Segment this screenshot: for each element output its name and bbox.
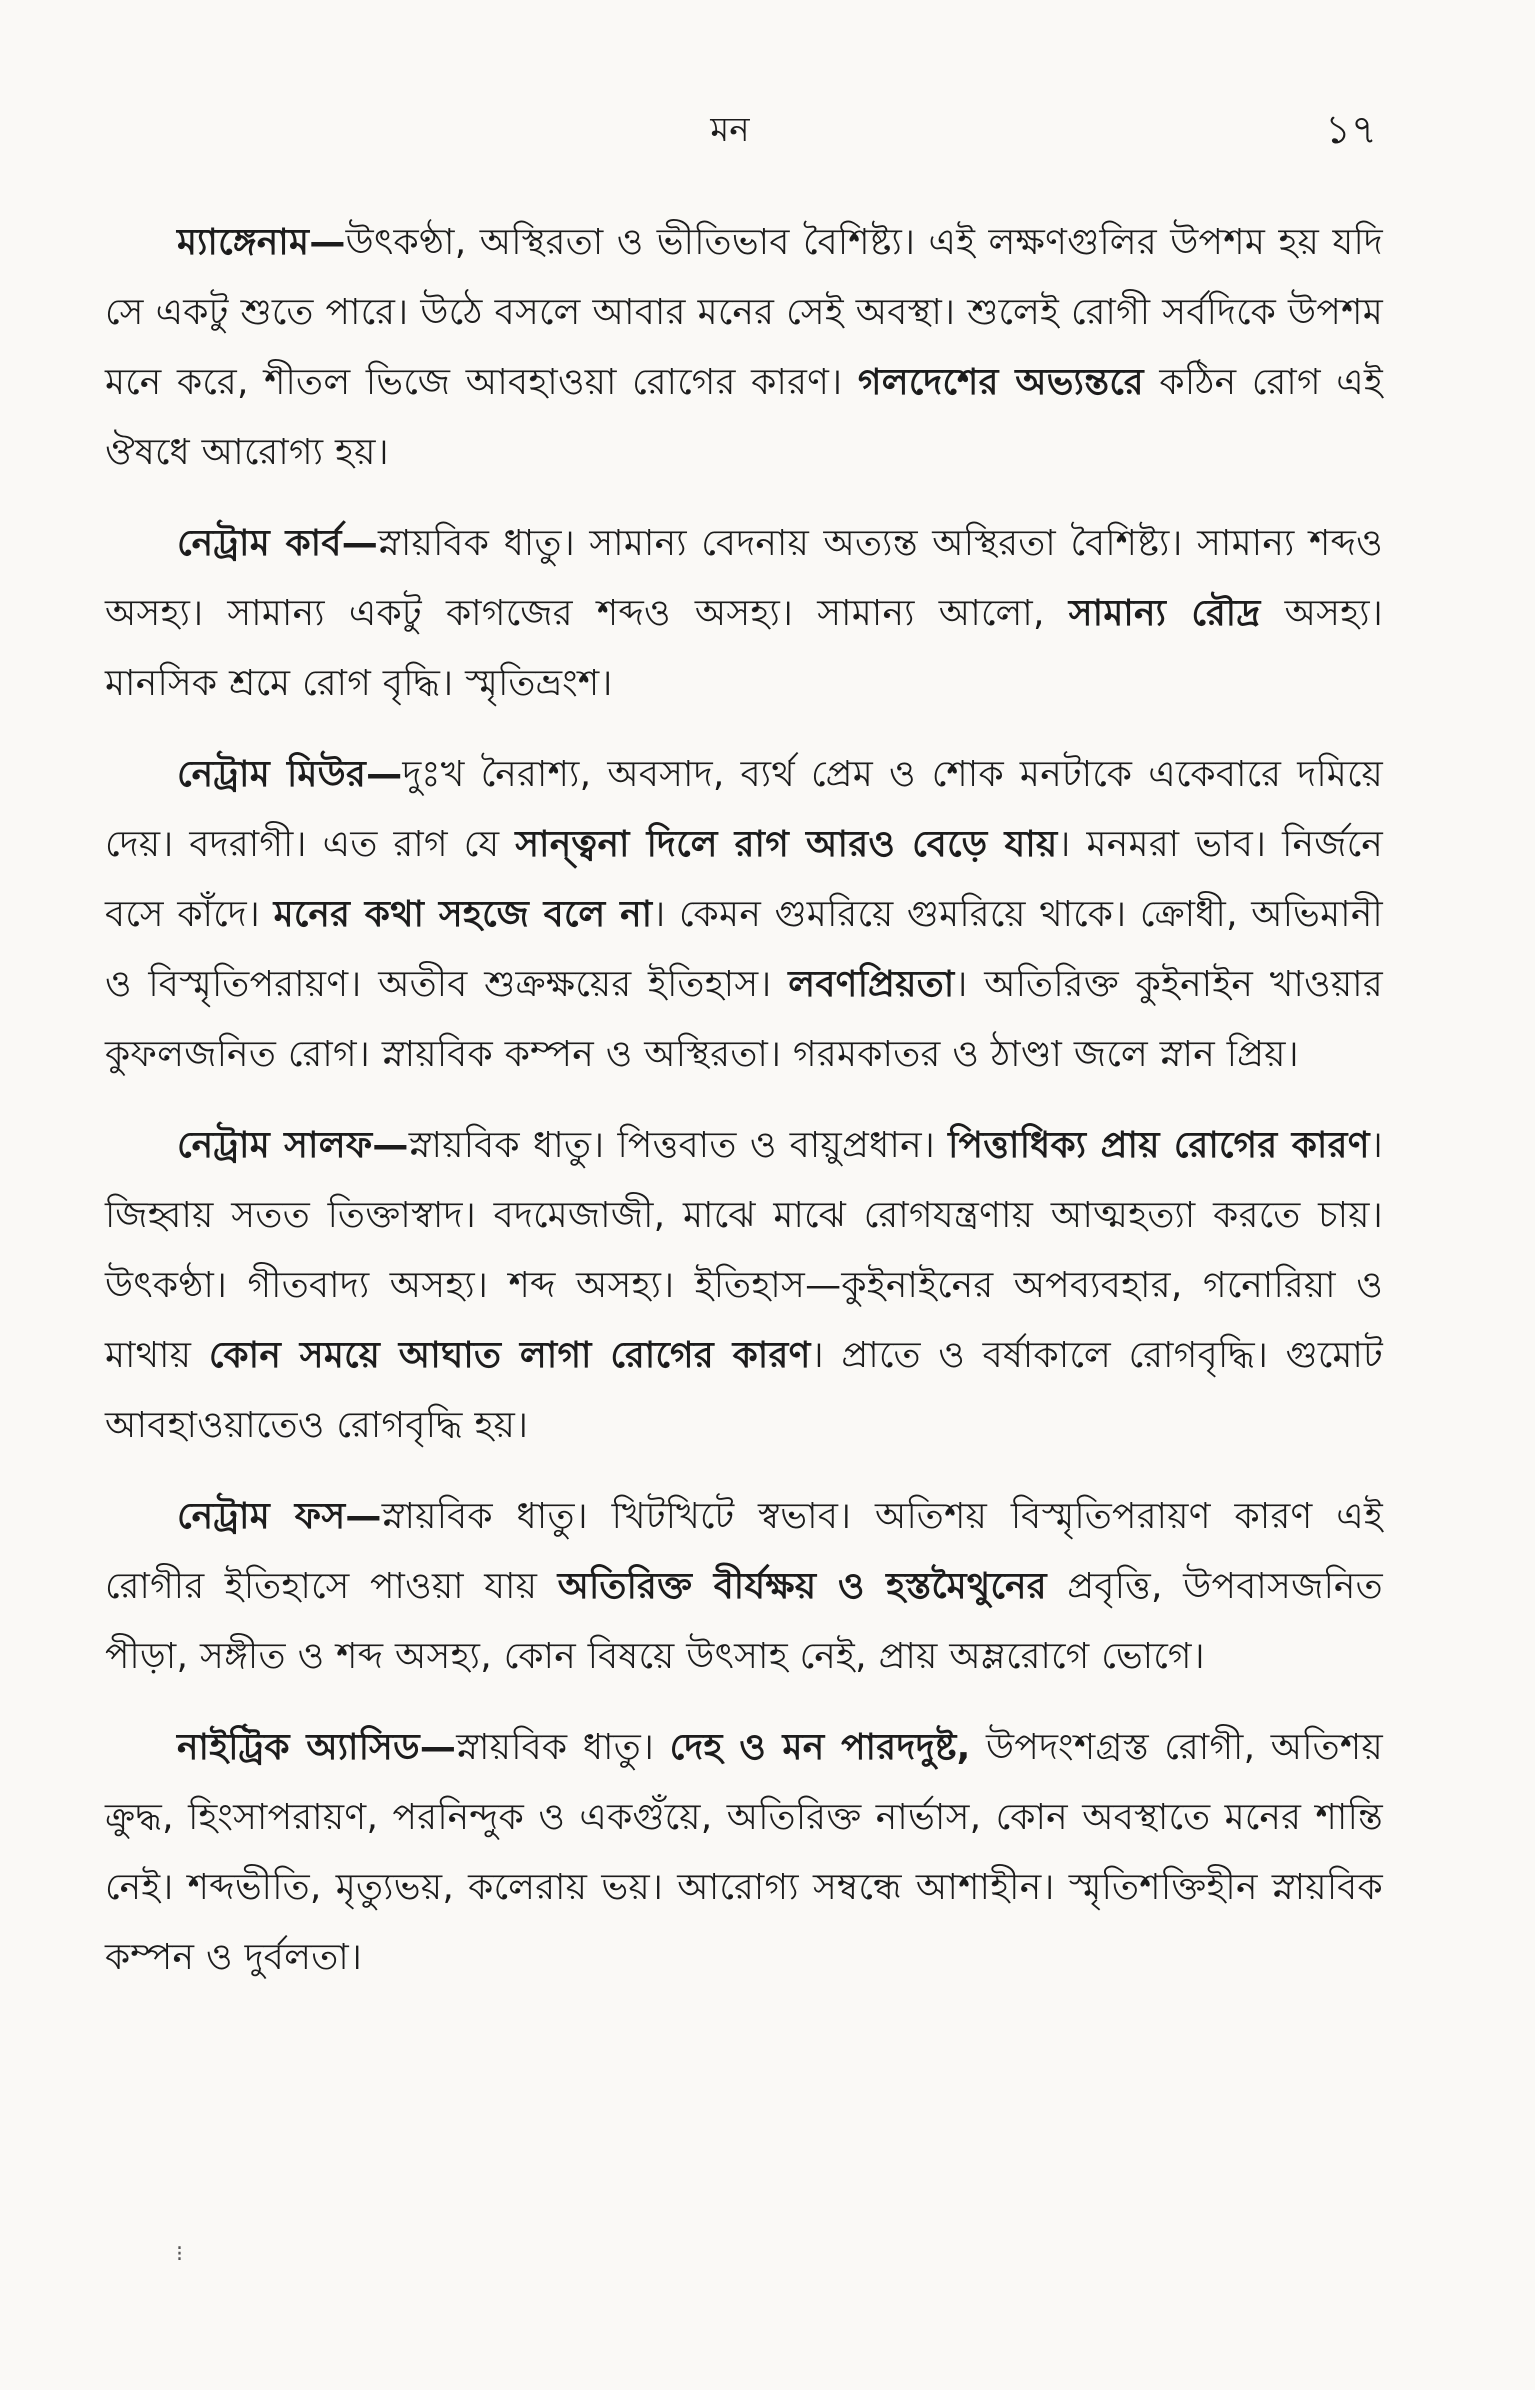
body-text: । মনমরা ভাব। নির্জনে বসে কাঁদে। [105, 824, 1383, 935]
body-text: কঠিন রোগ এই ঔষধে আরোগ্য হয়। [105, 362, 1384, 473]
body-text: উপদংশগ্রস্ত রোগী, অতিশয় ক্রুদ্ধ, হিংসাপরায়ণ, পরনিন্দুক ও একগুঁয়ে, অতিরিক্ত নার্ভাস, কোন অবস্থাতে মনের শান্তি নেই। শব্দভীতি, মৃত্যুভয়, কলেরায় ভয়। আরোগ্য সম্বন্ধে আশাহীন। স্মৃতিশক্তিহীন স্নায়বিক কম্পন ও দুর্বলতা। [105, 1727, 1384, 1978]
print-speck: ⁝ [176, 2242, 183, 2267]
emphasis-text: দেহ ও মন পারদদুষ্ট, [669, 1727, 971, 1768]
chapter-title: মন [710, 110, 750, 150]
emphasis-text: কোন সময়ে আঘাত লাগা রোগের কারণ [208, 1335, 811, 1376]
body-text: প্রবৃত্তি, উপবাসজনিত পীড়া, সঙ্গীত ও শব্দ অসহ্য, কোন বিষয়ে উৎসাহ নেই, প্রায় অম্লরোগে ভোগে। [105, 1566, 1383, 1677]
body-text: । জিহ্বায় সতত তিক্তাস্বাদ। বদমেজাজী, মাঝে মাঝে রোগযন্ত্রণায় আত্মহত্যা করতে চায়। উৎকণ্ঠা। গীতবাদ্য অসহ্য। শব্দ অসহ্য। ইতিহাস—কুইনাইনের অপব্যবহার, গনোরিয়া ও মাথায় [105, 1125, 1384, 1376]
emphasis-text: সান্ত্বনা দিলে রাগ আরও বেড়ে যায় [515, 824, 1058, 865]
body-text: উৎকণ্ঠা, অস্থিরতা ও ভীতিভাব বৈশিষ্ট্য। এই লক্ষণগুলির উপশম হয় যদি সে একটু শুতে পারে। উঠে বসলে আবার মনের সেই অবস্থা। শুলেই রোগী সর্বদিকে উপশম মনে করে, শীতল ভিজে আবহাওয়া রোগের কারণ। [105, 222, 1383, 403]
remedy-paragraph [105, 1482, 1383, 1692]
remedy-paragraph [105, 1713, 1383, 1993]
body-text: । প্রাতে ও বর্ষাকালে রোগবৃদ্ধি। গুমোট আবহাওয়াতেও রোগবৃদ্ধি হয়। [105, 1335, 1383, 1446]
body-text: অসহ্য। মানসিক শ্রমে রোগ বৃদ্ধি। স্মৃতিভ্রংশ। [105, 593, 1383, 704]
body-text: । কেমন গুমরিয়ে গুমরিয়ে থাকে। ক্রোধী, অভিমানী ও বিস্মৃতিপরায়ণ। অতীব শুক্রক্ষয়ের ইতিহাস। [105, 894, 1383, 1005]
emphasis-text: অতিরিক্ত বীর্যক্ষয় ও হস্তমৈথুনের [557, 1566, 1047, 1607]
remedy-name: নেট্রাম ফস— [177, 1496, 382, 1537]
remedy-name: নেট্রাম মিউর— [177, 754, 403, 795]
remedy-paragraph [105, 208, 1383, 488]
remedy-paragraph [105, 1111, 1383, 1461]
body-text: । অতিরিক্ত কুইনাইন খাওয়ার কুফলজনিত রোগ। স্নায়বিক কম্পন ও অস্থিরতা। গরমকাতর ও ঠাণ্ডা জলে স্নান প্রিয়। [105, 964, 1383, 1075]
body-text: স্নায়বিক ধাতু। [456, 1727, 670, 1768]
body-text: স্নায়বিক ধাতু। পিত্তবাত ও বায়ুপ্রধান। [408, 1125, 949, 1166]
running-header [0, 104, 1535, 156]
emphasis-text: মনের কথা সহজে বলে না [273, 894, 653, 935]
body-text: স্নায়বিক ধাতু। খিটখিটে স্বভাব। অতিশয় বিস্মৃতিপরায়ণ কারণ এই রোগীর ইতিহাসে পাওয়া যায় [105, 1496, 1383, 1607]
remedy-name: নেট্রাম সালফ— [177, 1125, 409, 1166]
body-text: দুঃখ নৈরাশ্য, অবসাদ, ব্যর্থ প্রেম ও শোক মনটাকে একেবারে দমিয়ে দেয়। বদরাগী। এত রাগ যে [105, 754, 1383, 865]
remedy-name: নাইট্রিক অ্যাসিড— [177, 1727, 457, 1768]
page-body [105, 208, 1383, 2014]
emphasis-text: সামান্য রৌদ্র [1068, 593, 1261, 634]
emphasis-text: পিত্তাধিক্য প্রায় রোগের কারণ [948, 1125, 1370, 1166]
emphasis-text: গলদেশের অভ্যন্তরে [857, 362, 1144, 403]
body-text: স্নায়বিক ধাতু। সামান্য বেদনায় অত্যন্ত অস্থিরতা বৈশিষ্ট্য। সামান্য শব্দও অসহ্য। সামান্য একটু কাগজের শব্দও অসহ্য। সামান্য আলো, [105, 523, 1383, 634]
remedy-name: নেট্রাম কার্ব— [177, 523, 379, 564]
remedy-name: ম্যাঙ্গেনাম— [177, 222, 346, 263]
remedy-paragraph [105, 740, 1383, 1090]
page-number: ১৭ [1325, 107, 1377, 153]
remedy-paragraph [105, 509, 1383, 719]
emphasis-text: লবণপ্রিয়তা [788, 964, 955, 1005]
